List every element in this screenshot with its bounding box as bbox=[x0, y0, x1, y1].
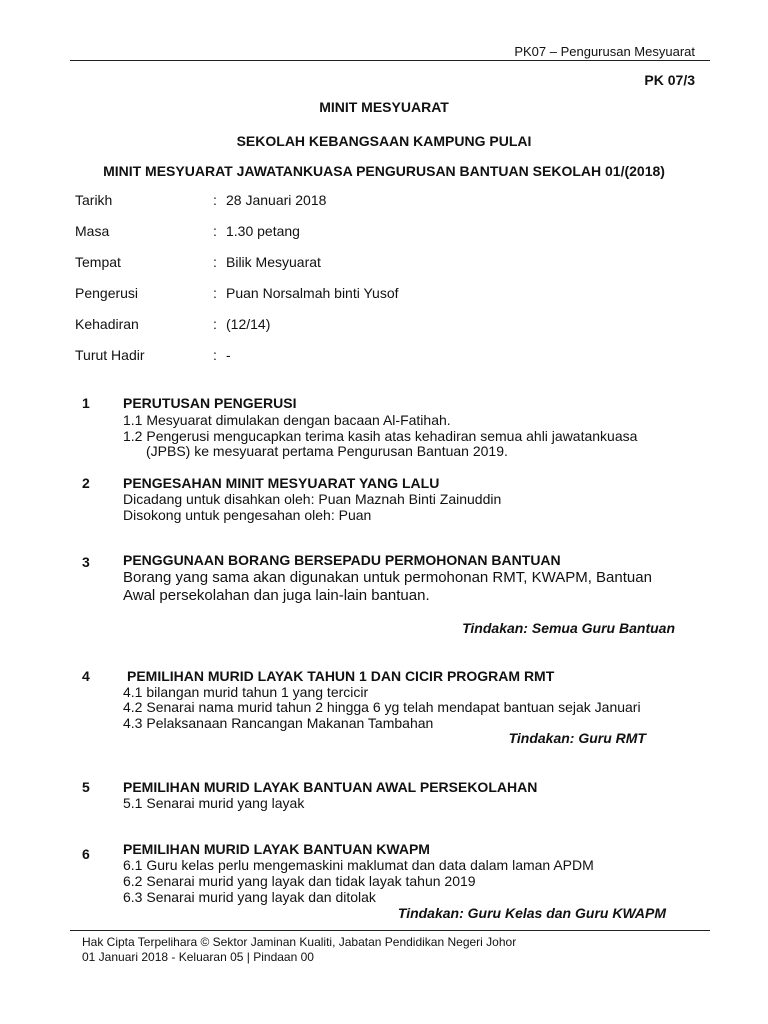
info-label-kehadiran: Kehadiran bbox=[75, 316, 139, 332]
info-colon: : bbox=[213, 347, 217, 363]
item-line: 6.2 Senarai murid yang layak dan tidak layak tahun 2019 bbox=[123, 873, 476, 889]
info-colon: : bbox=[213, 254, 217, 270]
document-header-title: PK07 – Pengurusan Mesyuarat bbox=[514, 44, 695, 59]
item-line: (JPBS) ke mesyuarat pertama Pengurusan Bantuan 2019. bbox=[146, 443, 508, 459]
item-line: 6.1 Guru kelas perlu mengemaskini maklumat dan data dalam laman APDM bbox=[123, 857, 594, 873]
item-line: 4.2 Senarai nama murid tahun 2 hingga 6 yg telah mendapat bantuan sejak Januari bbox=[123, 699, 641, 715]
item-number: 2 bbox=[82, 475, 90, 491]
info-colon: : bbox=[213, 285, 217, 301]
item-line: Dicadang untuk disahkan oleh: Puan Maznah Binti Zainuddin bbox=[123, 491, 502, 507]
item-title: PENGESAHAN MINIT MESYUARAT YANG LALU bbox=[123, 475, 440, 491]
action-note: Tindakan: Guru RMT bbox=[508, 730, 646, 746]
item-line: 5.1 Senarai murid yang layak bbox=[123, 795, 305, 811]
item-number: 4 bbox=[82, 668, 90, 684]
info-value-kehadiran: (12/14) bbox=[226, 316, 271, 332]
reference-code: PK 07/3 bbox=[644, 72, 695, 88]
info-value-turut-hadir: - bbox=[226, 347, 231, 363]
school-name: SEKOLAH KEBANGSAAN KAMPUNG PULAI bbox=[236, 133, 532, 149]
header-divider bbox=[70, 60, 710, 61]
minutes-title: MINIT MESYUARAT bbox=[319, 99, 449, 115]
info-value-tarikh: 28 Januari 2018 bbox=[226, 192, 327, 208]
item-title: PEMILIHAN MURID LAYAK TAHUN 1 DAN CICIR PROGRAM RMT bbox=[127, 668, 555, 684]
item-title: PEMILIHAN MURID LAYAK BANTUAN KWAPM bbox=[123, 841, 430, 857]
item-number: 6 bbox=[82, 846, 90, 862]
item-title: PEMILIHAN MURID LAYAK BANTUAN AWAL PERSEKOLAHAN bbox=[123, 779, 538, 795]
item-line: 4.3 Pelaksanaan Rancangan Makanan Tambahan bbox=[123, 715, 434, 731]
info-label-pengerusi: Pengerusi bbox=[75, 285, 139, 301]
revision-info: 01 Januari 2018 - Keluaran 05 | Pindaan 00 bbox=[82, 950, 314, 964]
meeting-title: MINIT MESYUARAT JAWATANKUASA PENGURUSAN BANTUAN SEKOLAH 01/(2018) bbox=[103, 163, 665, 179]
item-line: 6.3 Senarai murid yang layak dan ditolak bbox=[123, 889, 376, 905]
copyright-text: Hak Cipta Terpelihara © Sektor Jaminan Kualiti, Jabatan Pendidikan Negeri Johor bbox=[82, 935, 517, 949]
info-label-tempat: Tempat bbox=[75, 254, 121, 270]
item-title: PERUTUSAN PENGERUSI bbox=[123, 395, 297, 411]
item-number: 1 bbox=[82, 395, 90, 411]
info-label-masa: Masa bbox=[75, 223, 110, 239]
item-number: 5 bbox=[82, 779, 90, 795]
item-number: 3 bbox=[82, 554, 90, 570]
item-line: Awal persekolahan dan juga lain-lain bantuan. bbox=[123, 587, 430, 604]
info-label-turut-hadir: Turut Hadir bbox=[75, 347, 145, 363]
item-line: 4.1 bilangan murid tahun 1 yang tercicir bbox=[123, 684, 369, 700]
info-colon: : bbox=[213, 223, 217, 239]
info-value-tempat: Bilik Mesyuarat bbox=[226, 254, 321, 270]
item-line: Borang yang sama akan digunakan untuk permohonan RMT, KWAPM, Bantuan bbox=[123, 569, 652, 586]
action-note: Tindakan: Semua Guru Bantuan bbox=[462, 620, 675, 636]
info-value-masa: 1.30 petang bbox=[226, 223, 300, 239]
info-label-tarikh: Tarikh bbox=[75, 192, 113, 208]
info-colon: : bbox=[213, 192, 217, 208]
info-colon: : bbox=[213, 316, 217, 332]
info-value-pengerusi: Puan Norsalmah binti Yusof bbox=[226, 285, 399, 301]
item-line: 1.2 Pengerusi mengucapkan terima kasih atas kehadiran semua ahli jawatankuasa bbox=[123, 428, 638, 444]
action-note: Tindakan: Guru Kelas dan Guru KWAPM bbox=[397, 905, 666, 921]
item-line: Disokong untuk pengesahan oleh: Puan bbox=[123, 507, 372, 523]
item-line: 1.1 Mesyuarat dimulakan dengan bacaan Al-Fatihah. bbox=[123, 412, 451, 428]
footer-divider bbox=[70, 930, 710, 931]
item-title: PENGGUNAAN BORANG BERSEPADU PERMOHONAN BANTUAN bbox=[123, 552, 561, 568]
